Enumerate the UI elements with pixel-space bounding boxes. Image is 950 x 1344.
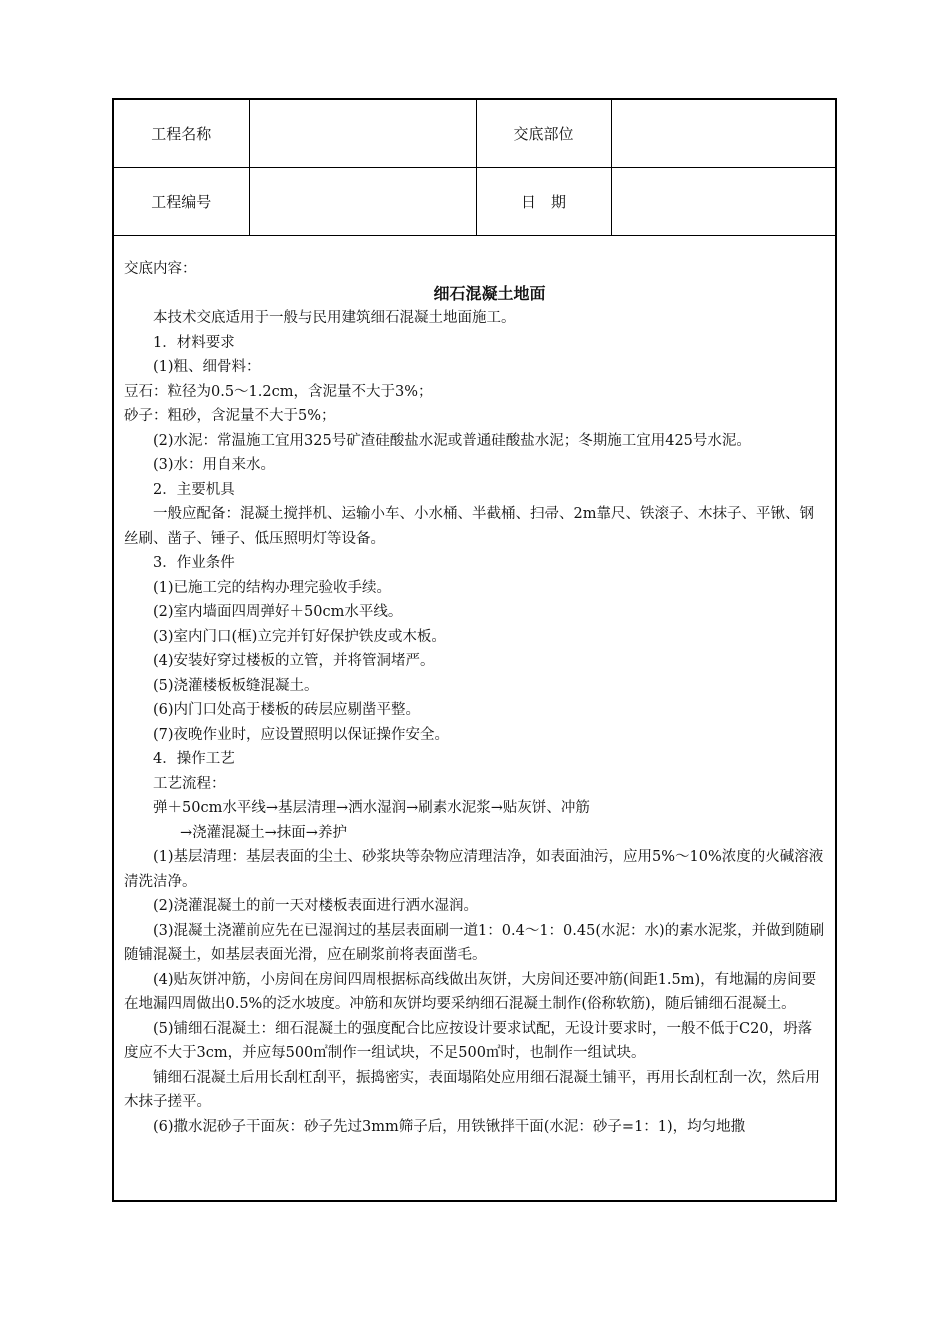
paragraph: (3)水：用自来水。 <box>153 457 276 473</box>
paragraph: (1)基层清理：基层表面的尘土、砂浆块等杂物应清理洁净，如表面油污，应用5%～10%浓度的火碱溶液清洗洁净。 <box>124 849 824 890</box>
paragraph: 1．材料要求 <box>153 334 235 351</box>
paragraph: 工艺流程： <box>153 775 226 792</box>
paragraph: (1)已施工完的结构办理完验收手续。 <box>153 579 392 596</box>
project-no-label: 工程编号 <box>114 168 249 236</box>
process-flow-line: →浇灌混凝土→抹面→养护 <box>180 824 347 841</box>
section-label: 交底内容： <box>124 261 197 277</box>
paragraph: 3．作业条件 <box>153 555 235 571</box>
paragraph: (2)浇灌混凝土的前一天对楼板表面进行洒水湿润。 <box>153 898 479 914</box>
project-no-field[interactable] <box>249 168 476 236</box>
paragraph: 一般应配备：混凝土搅拌机、运输小车、小水桶、半截桶、扫帚、2m靠尺、铁滚子、木抹子、平锹、钢丝刷、凿子、锤子、低压照明灯等设备。 <box>124 506 814 547</box>
paragraph: 铺细石混凝土后用长刮杠刮平，振捣密实，表面塌陷处应用细石混凝土铺平，再用长刮杠刮一次，然后用木抹子搓平。 <box>124 1069 820 1110</box>
paragraph: (3)混凝土浇灌前应先在已湿润过的基层表面刷一道1：0.4～1：0.45(水泥：水)的素水泥浆，并做到随刷随铺混凝土，如基层表面光滑，应在刷浆前将表面凿毛。 <box>124 922 825 963</box>
header-row <box>114 100 835 168</box>
handover-part-field[interactable] <box>611 100 835 168</box>
paragraph: (5)铺细石混凝土：细石混凝土的强度配合比应按设计要求试配，无设计要求时，一般不低于C20，坍落度应不大于3cm，并应每500㎡制作一组试块，不足500㎡时，也制作一组试块。 <box>124 1020 813 1061</box>
header-table <box>114 100 835 236</box>
paragraph: (7)夜晚作业时，应设置照明以保证操作安全。 <box>153 726 450 743</box>
paragraph: (4)贴灰饼冲筋，小房间在房间四周根据标高线做出灰饼，大房间还要冲筋(间距1.5m)，有地漏的房间要在地漏四周做出0.5%的泛水坡度。冲筋和灰饼均要采纳细石混凝土制作(俗称软筋)，随后铺细石混凝土。 <box>124 971 817 1012</box>
project-name-field[interactable] <box>249 100 476 168</box>
paragraph: (2)水泥：常温施工宜用325号矿渣硅酸盐水泥或普通硅酸盐水泥；冬期施工宜用425号水泥。 <box>153 432 751 449</box>
header-row <box>114 168 835 236</box>
date-label: 日 期 <box>476 168 611 236</box>
paragraph: (5)浇灌楼板板缝混凝土。 <box>153 677 319 694</box>
paragraph: 豆石：粒径为0.5～1.2cm，含泥量不大于3%； <box>124 383 433 400</box>
page-title: 细石混凝土地面 <box>433 283 546 303</box>
handover-content <box>114 237 835 1139</box>
paragraph: (2)室内墙面四周弹好＋50cm水平线。 <box>153 604 403 620</box>
paragraph: 4．操作工艺 <box>153 751 235 767</box>
paragraph: 砂子：粗砂，含泥量不大于5%； <box>124 408 336 424</box>
project-name-label: 工程名称 <box>114 100 249 168</box>
paragraph: 2．主要机具 <box>153 481 235 498</box>
paragraph: (3)室内门口(框)立完并钉好保护铁皮或木板。 <box>153 628 446 645</box>
handover-part-label: 交底部位 <box>476 100 611 168</box>
paragraph: 本技术交底适用于一般与民用建筑细石混凝土地面施工。 <box>153 310 516 326</box>
paragraph: (1)粗、细骨料： <box>153 359 261 375</box>
process-flow-line: 弹＋50cm水平线→基层清理→洒水湿润→刷素水泥浆→贴灰饼、冲筋 <box>153 800 590 816</box>
paragraph: (4)安装好穿过楼板的立管，并将管洞堵严。 <box>153 653 435 669</box>
handover-sheet <box>112 98 837 1202</box>
paragraph: (6)撒水泥砂子干面灰：砂子先过3mm筛子后，用铁锹拌干面(水泥：砂子=1：1)，均匀地撒 <box>153 1118 746 1135</box>
date-field[interactable] <box>611 168 835 236</box>
paragraph: (6)内门口处高于楼板的砖层应剔凿平整。 <box>153 702 421 718</box>
